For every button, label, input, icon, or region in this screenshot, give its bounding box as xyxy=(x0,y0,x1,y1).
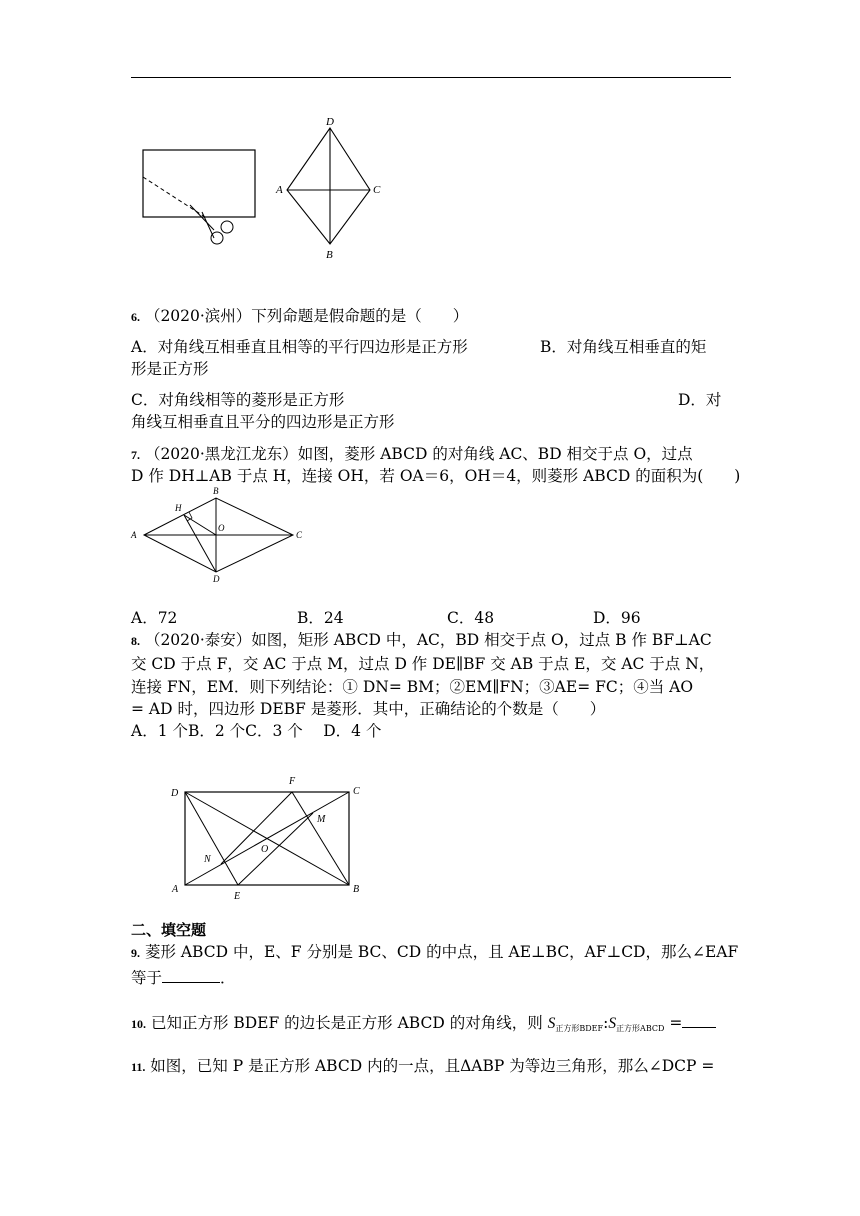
q9-number: 9. xyxy=(131,946,140,960)
q7-label-O: O xyxy=(218,523,225,533)
q6-option-c: C．对角线相等的菱形是正方形 xyxy=(131,391,345,409)
q11-text: 如图，已知 P 是正方形 ABCD 内的一点，且ΔABP 为等边三角形，那么∠DCP = xyxy=(150,1057,715,1075)
label-C: C xyxy=(373,184,381,196)
q7-option-c: C．48 xyxy=(447,609,495,627)
q10-number: 10. xyxy=(131,1017,146,1031)
q10-s1-sub: 正方形BDEF xyxy=(555,1024,604,1033)
q8-label-O: O xyxy=(261,844,269,855)
q8-options: A．1 个B．2 个C．3 个 D．4 个 xyxy=(131,722,382,740)
q8-number: 8. xyxy=(131,634,140,648)
q6-option-b-part2: 形是正方形 xyxy=(131,360,209,378)
q8-line3: 连接 FN，EM．则下列结论：① DN= BM；②EM∥FN；③AE= FC；④当 AO xyxy=(131,678,694,696)
q9-text2: 等于 xyxy=(131,969,163,987)
q8-text1: （2020·泰安）如图，矩形 ABCD 中，AC，BD 相交于点 O，过点 B 作 BF⊥AC xyxy=(144,631,712,649)
q7-option-d: D．96 xyxy=(593,609,641,627)
q10-line xyxy=(131,1013,716,1039)
q8-line4: = AD 时，四边形 DEBF 是菱形．其中，正确结论的个数是（ ） xyxy=(131,700,606,718)
q7-label-D: D xyxy=(213,574,220,584)
q6-stem xyxy=(131,306,468,327)
q7-line1 xyxy=(131,444,693,465)
q10-colon: : xyxy=(603,1014,609,1032)
header-rule xyxy=(131,77,731,78)
q8-label-A: A xyxy=(172,884,179,895)
q8-label-B: B xyxy=(353,884,360,895)
q10-s1: S xyxy=(547,1015,556,1032)
q6-option-a: A．对角线互相垂直且相等的平行四边形是正方形 xyxy=(131,338,468,356)
rhombus-figure xyxy=(270,112,390,262)
q6-option-d-part2: 角线互相垂直且平分的四边形是正方形 xyxy=(131,413,395,431)
q9-text2-end: ． xyxy=(220,969,236,987)
q8-label-E: E xyxy=(234,891,241,902)
q10-text: 已知正方形 BDEF 的边长是正方形 ABCD 的对角线，则 xyxy=(150,1014,543,1032)
q10-s2: S xyxy=(608,1015,617,1032)
label-D: D xyxy=(326,116,334,128)
q10-answer-blank[interactable] xyxy=(682,1013,716,1028)
q8-label-D: D xyxy=(171,788,179,799)
q7-label-A: A xyxy=(131,530,137,540)
q7-label-H: H xyxy=(175,503,182,513)
q7-rhombus-figure xyxy=(128,483,318,588)
q10-s2-sub: 正方形ABCD xyxy=(616,1024,665,1033)
q8-label-F: F xyxy=(289,776,296,787)
q9-answer-blank[interactable] xyxy=(162,968,220,983)
q7-option-a: A．72 xyxy=(131,609,178,627)
q9-text1: 菱形 ABCD 中，E、F 分别是 BC、CD 的中点，且 AE⊥BC，AF⊥CD，那么∠EAF xyxy=(144,943,739,961)
q6-option-b-part1: B．对角线互相垂直的矩 xyxy=(540,338,707,356)
q7-text1: （2020·黑龙江龙东）如图，菱形 ABCD 的对角线 AC、BD 相交于点 O，过点 xyxy=(144,445,693,463)
section-title: 二、填空题 xyxy=(131,921,207,939)
q9-line1 xyxy=(131,942,738,963)
q7-label-B: B xyxy=(213,486,219,496)
q7-label-C: C xyxy=(296,530,303,540)
q7-number: 7. xyxy=(131,448,140,462)
q11-number: 11. xyxy=(131,1060,146,1074)
q8-label-C: C xyxy=(353,786,360,797)
q6-number: 6. xyxy=(131,310,140,324)
q11-line xyxy=(131,1056,714,1077)
q9-line2 xyxy=(131,968,236,988)
q8-label-N: N xyxy=(204,854,211,865)
label-A: A xyxy=(276,184,283,196)
q8-line2: 交 CD 于点 F，交 AC 于点 M，过点 D 作 DE∥BF 交 AB 于点 E，交 AC 于点 N， xyxy=(131,655,715,673)
q6-stem-text: （2020·滨州）下列命题是假命题的是（ ） xyxy=(144,307,469,325)
q7-line2: D 作 DH⊥AB 于点 H，连接 OH，若 OA＝6，OH＝4，则菱形 ABCD 的面积为( ) xyxy=(131,467,741,485)
q10-eq: = xyxy=(669,1014,683,1032)
q8-line1 xyxy=(131,630,712,651)
q8-label-M: M xyxy=(317,814,326,825)
q7-option-b: B．24 xyxy=(297,609,344,627)
q8-rectangle-figure xyxy=(165,770,375,905)
label-B: B xyxy=(326,249,333,261)
q6-option-d-part1: D．对 xyxy=(678,391,722,409)
